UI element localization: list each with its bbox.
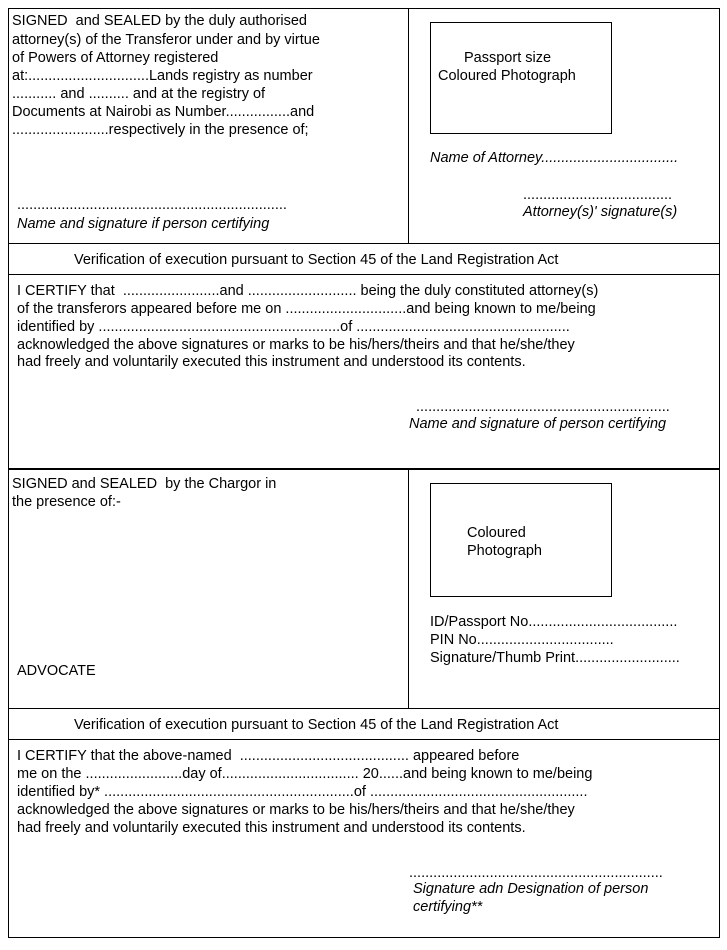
verification2-signature-label: certifying** [413, 899, 483, 915]
photo-label-line: Coloured Photograph [438, 68, 576, 84]
verification2-line: me on the ........................day of.................................. 20......and being known to me/being [17, 766, 593, 782]
section1-line: ........................respectively in the presence of; [12, 122, 309, 138]
top-border [8, 8, 720, 9]
section1-line: at:..............................Lands registry as number [12, 68, 313, 84]
section1-line: attorney(s) of the Transferor under and by virtue [12, 32, 320, 48]
verification1-line: of the transferors appeared before me on ..............................and being known to me/being [17, 301, 596, 317]
id-passport-field: ID/Passport No..................................... [430, 614, 678, 630]
chargor-photo-box [430, 483, 612, 597]
verification1-line: had freely and voluntarily executed this instrument and understood its contents. [17, 354, 526, 370]
pin-field: PIN No.................................. [430, 632, 614, 648]
verification2-signature-label: Signature adn Designation of person [413, 881, 649, 897]
verification2-signature-dots: ............................................................... [409, 865, 663, 881]
section1-signature-dots: ................................................................... [17, 197, 287, 213]
verification2-line: had freely and voluntarily executed this instrument and understood its contents. [17, 820, 526, 836]
photo-label-line: Photograph [467, 543, 542, 559]
section2-line: the presence of:- [12, 494, 121, 510]
verification2-line: I CERTIFY that the above-named .......................................... appeared before [17, 748, 520, 764]
right-border [719, 8, 720, 938]
divider-verification1-bottom [8, 274, 720, 275]
verification1-line: acknowledged the above signatures or marks to be his/hers/theirs and that he/she/they [17, 337, 575, 353]
advocate-label: ADVOCATE [17, 663, 96, 679]
section1-line: ........... and .......... and at the registry of [12, 86, 266, 102]
divider-section2-top [8, 468, 720, 470]
section1-line: of Powers of Attorney registered [12, 50, 219, 66]
passport-photo-box [430, 22, 612, 134]
attorney-signature-label: Attorney(s)' signature(s) [523, 204, 678, 220]
section1-column-divider [408, 8, 409, 244]
verification1-line: I CERTIFY that ........................and ........................... being the duly constituted attorney(s) [17, 283, 599, 299]
divider-verification2-top [8, 708, 720, 709]
section2-line: SIGNED and SEALED by the Chargor in [12, 476, 277, 492]
verification2-heading: Verification of execution pursuant to Section 45 of the Land Registration Act [74, 717, 559, 733]
verification2-line: identified by* ..............................................................of ...................................................... [17, 784, 588, 800]
section2-column-divider [408, 469, 409, 709]
verification1-heading: Verification of execution pursuant to Section 45 of the Land Registration Act [74, 252, 559, 268]
verification2-line: acknowledged the above signatures or marks to be his/hers/theirs and that he/she/they [17, 802, 575, 818]
divider-verification2-bottom [8, 739, 720, 740]
verification1-signature-label: Name and signature of person certifying [409, 416, 667, 432]
attorney-name-field: Name of Attorney.................................. [430, 150, 679, 166]
photo-label-line: Coloured [467, 525, 526, 541]
bottom-border [8, 937, 720, 938]
section1-signature-label: Name and signature if person certifying [17, 216, 270, 232]
section1-line: Documents at Nairobi as Number................and [12, 104, 315, 120]
section1-line: SIGNED and SEALED by the duly authorised [12, 13, 307, 29]
divider-verification1-top [8, 243, 720, 244]
verification1-line: identified by ............................................................of ..................................................... [17, 319, 570, 335]
left-border [8, 8, 9, 938]
verification1-signature-dots: ............................................................... [416, 399, 670, 415]
signature-thumbprint-field: Signature/Thumb Print.......................... [430, 650, 680, 666]
photo-label-line: Passport size [464, 50, 552, 66]
attorney-signature-dots: ..................................... [523, 187, 673, 203]
